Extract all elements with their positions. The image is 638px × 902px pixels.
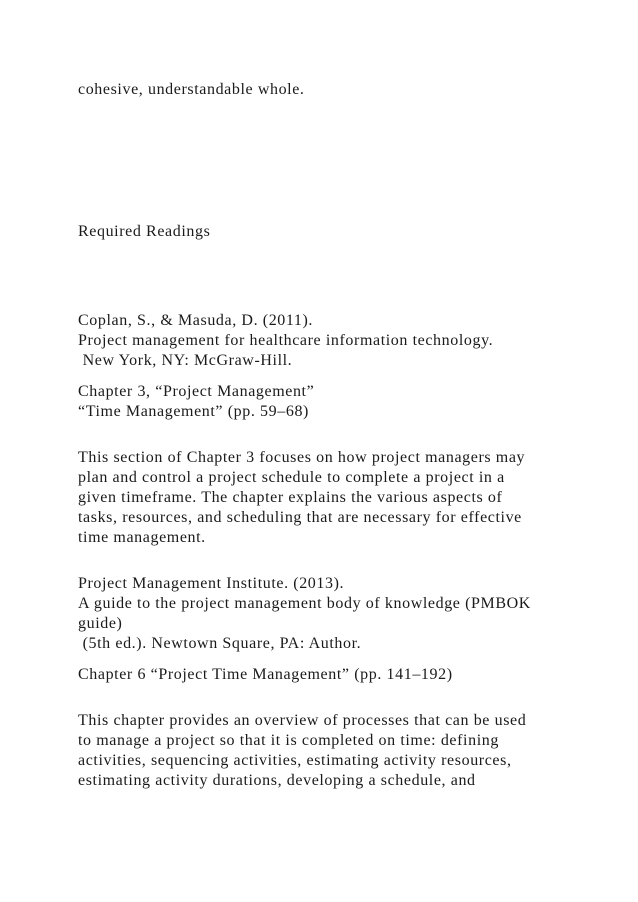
chapter-3-summary-line-5: time management. (78, 529, 206, 546)
chapter-6-label: Chapter 6 “Project Time Management” (pp. 141–192) (78, 666, 453, 683)
chapter-3-summary-line-3: given timeframe. The chapter explains the various aspects of (78, 489, 503, 506)
chapter-6-summary-line-2: to manage a project so that it is completed on time: defining (78, 732, 499, 749)
chapter-3-summary-line-4: tasks, resources, and scheduling that are necessary for effective (78, 509, 522, 526)
chapter-3-section: “Time Management” (pp. 59–68) (78, 403, 309, 420)
chapter-6-summary-line-3: activities, sequencing activities, estimating activity resources, (78, 752, 512, 769)
section-heading-required-readings: Required Readings (78, 223, 211, 240)
citation-coplan-authors: Coplan, S., & Masuda, D. (2011). (78, 312, 314, 329)
chapter-3-summary-line-1: This section of Chapter 3 focuses on how project managers may (78, 449, 526, 466)
citation-pmi-publisher: (5th ed.). Newtown Square, PA: Author. (78, 635, 362, 652)
citation-coplan-publisher: New York, NY: McGraw-Hill. (78, 352, 293, 369)
citation-pmi-title: A guide to the project management body of knowledge (PMBOK (78, 595, 531, 612)
citation-pmi-authors: Project Management Institute. (2013). (78, 575, 345, 592)
citation-coplan-title: Project management for healthcare information technology. (78, 332, 494, 349)
chapter-6-summary-line-4: estimating activity durations, developing a schedule, and (78, 772, 476, 789)
chapter-3-label: Chapter 3, “Project Management” (78, 383, 315, 400)
text-line-closing: cohesive, understandable whole. (78, 81, 305, 98)
chapter-3-summary-line-2: plan and control a project schedule to complete a project in a (78, 469, 505, 486)
citation-pmi-title-cont: guide) (78, 615, 123, 632)
chapter-6-summary-line-1: This chapter provides an overview of processes that can be used (78, 712, 527, 729)
